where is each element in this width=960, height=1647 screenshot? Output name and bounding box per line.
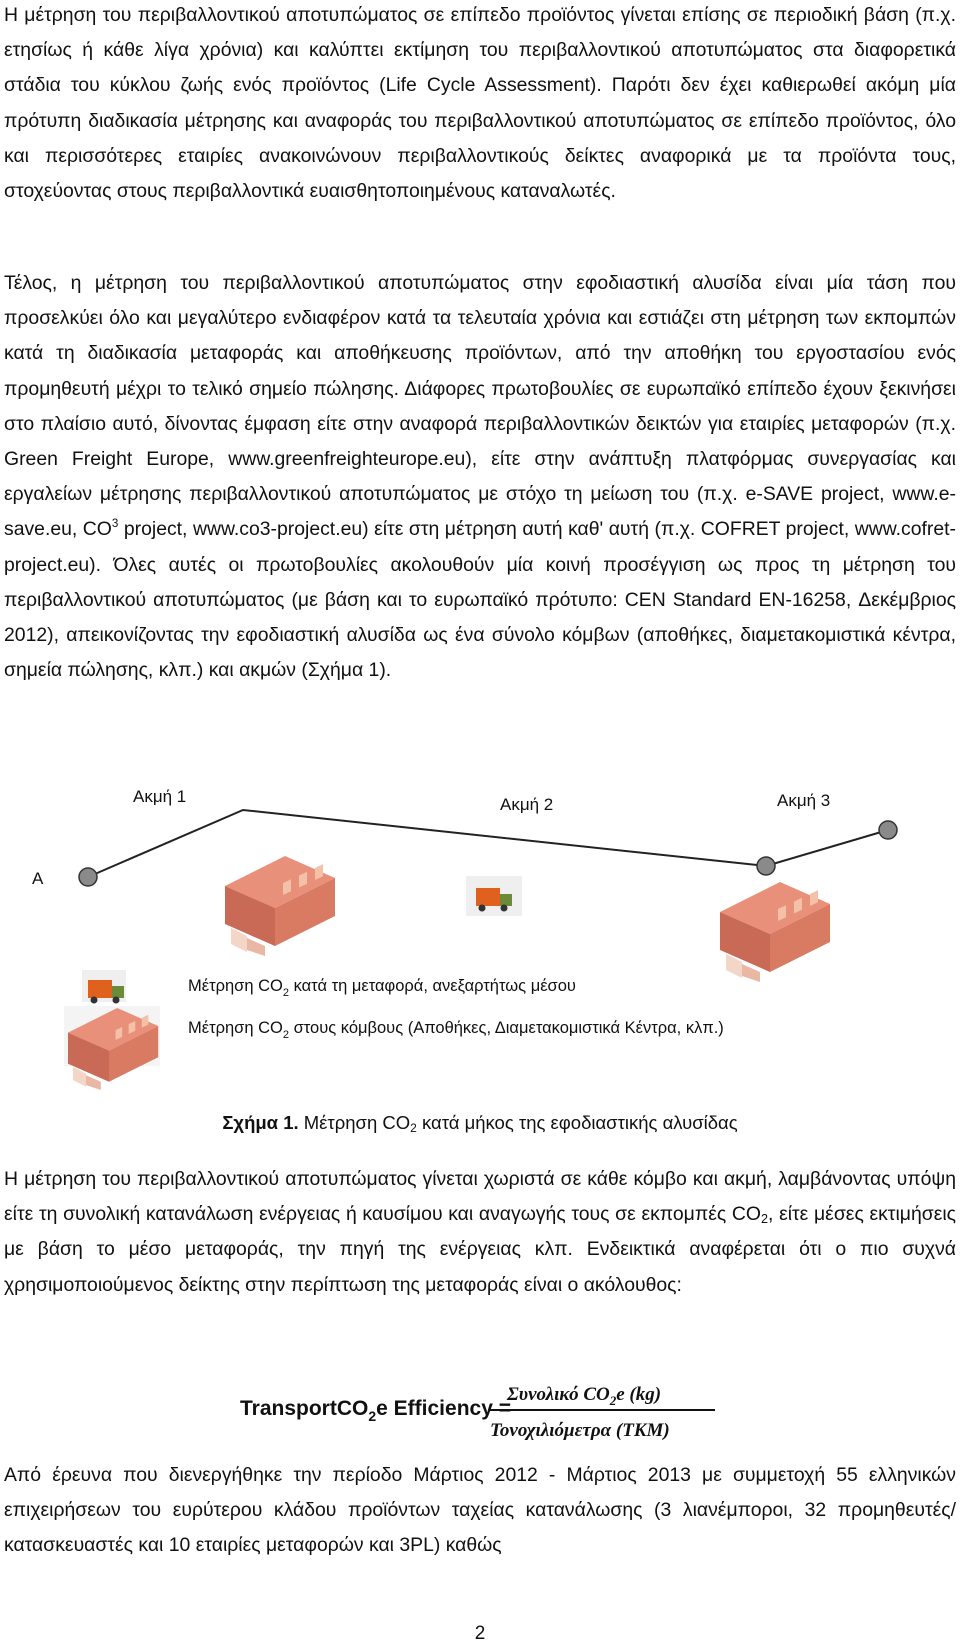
node-3 (879, 821, 897, 839)
legend-nodes-text: Μέτρηση $CO_2$ στους κόμβους (Αποθήκες, Διαμετακομιστικά Κέντρα, κλπ.) (188, 1019, 724, 1041)
node-a (79, 868, 97, 886)
warehouse-icon (720, 882, 830, 982)
edge-label-1: Ακμή 1 (133, 787, 187, 806)
paragraph-survey (4, 1458, 956, 1564)
node-label-a: A (32, 869, 44, 888)
formula-lhs: TransportCO$_2$e Efficiency = (240, 1397, 511, 1424)
paragraph-text: Από έρευνα που διενεργήθηκε την περίοδο Μάρτιος 2012 - Μάρτιος 2013 με συμμετοχή 55 ελληνικών επιχειρήσεων του ευρύτερου κλάδου προϊόντων ταχείας κατανάλωσης (3 λιανέμποροι, 32 προμηθευτές/ κατασκευαστές και 10 εταιρίες μεταφορών και 3PL) καθώς (4, 1464, 956, 1557)
paragraph-product-footprint (4, 0, 956, 209)
efficiency-formula (240, 1370, 720, 1450)
paragraph-text-part1: Τέλος, η μέτρηση του περιβαλλοντικού αποτυπώματος στην εφοδιαστική αλυσίδα είναι μία τάση που προσελκύει όλο και μεγαλύτερο ενδιαφέρον κατά τα τελευταία χρόνια και εστιάζει στη μέτρηση των εκπομπών κατά τη διαδικασία μεταφοράς και αποθήκευσης προϊόντων, από την αποθήκη του εργοστασίου ενός προμηθευτή μέχρι το τελικό σημείο πώλησης. Διάφορες πρωτοβουλίες σε ευρωπαϊκό επίπεδο έχουν ξεκινήσει στο πλαίσιο αυτό, δίνοντας έμφαση είτε στην αναφορά περιβαλλοντικών δεικτών για εταιρίες μεταφορών (π.χ. Green Freight Europe, www.greenfreighteurope.eu), είτε στην ανάπτυξη πλατφόρμας συνεργασίας και εργαλείων μέτρησης περιβαλλοντικού αποτυπώματος με στόχο τη μείωση του (π.χ. e-SAVE project, www.e-save.eu, CO (4, 272, 956, 541)
formula-numerator: Συνολικό $CO_2e$ (kg) (507, 1384, 662, 1408)
paragraph-text-part1: Η μέτρηση του περιβαλλοντικού αποτυπώματος γίνεται χωριστά σε κάθε κόμβο και ακμή, λαμβάνοντας υπόψη είτε τη συνολική κατανάλωση ενέργειας ή καυσίμου και αναγωγής τους σε εκπομπές CO (4, 1168, 956, 1226)
paragraph-text-part2: project, www.co3-project.eu) είτε στη μέτρηση αυτή καθ' αυτή (π.χ. COFRET project, www.cofret-project.eu). Όλες αυτές οι πρωτοβουλίες ακολουθούν μία κοινή προσέγγιση ως προς τη μέτρηση του περιβαλλοντικού αποτυπώματος (με βάση και το ευρωπαϊκό πρότυπο: CEN Standard EN-16258, Δεκέμβριος 2012), απεικονίζοντας την εφοδιαστική αλυσίδα ως ένα σύνολο κόμβων (αποθήκες, διαμετακομιστικά κέντρα, σημεία πώλησης, κλπ.) και ακμών (Σχήμα 1). (4, 518, 956, 682)
warehouse-icon (225, 856, 335, 956)
node-2 (757, 857, 775, 875)
paragraph-text-part2: , είτε μέσες εκτιμήσεις με βάση το μέσο μεταφοράς, την πηγή της ενέργειας κλπ. Ενδεικτικά αναφέρεται ότι ο πιο συχνά χρησιμοποιούμενος δείκτης στην περίπτωση της μεταφοράς είναι ο ακόλουθος: (4, 1203, 956, 1296)
subscript: 2 (760, 1212, 768, 1227)
paragraph-supply-chain-footprint (4, 266, 956, 688)
formula-denominator: Τονοχιλιόμετρα (TKM) (490, 1420, 670, 1441)
subscript: 2 (410, 1121, 417, 1135)
edge-label-3: Ακμή 3 (777, 791, 831, 810)
superscript: 3 (111, 517, 119, 531)
caption-label: Σχήμα 1. (222, 1112, 299, 1133)
edge-label-2: Ακμή 2 (500, 795, 554, 814)
figure-caption (0, 1111, 960, 1135)
page-number: 2 (474, 1623, 486, 1644)
legend-transport-text: Μέτρηση $CO_2$ κατά τη μεταφορά, ανεξαρτήτως μέσου (188, 977, 576, 999)
supply-chain-figure (0, 780, 960, 1100)
caption-text-suffix: κατά μήκος της εφοδιαστικής αλυσίδας (416, 1112, 738, 1133)
paragraph-text: Η μέτρηση του περιβαλλοντικού αποτυπώματος σε επίπεδο προϊόντος γίνεται επίσης σε περιοδική βάση (π.χ. ετησίως ή κάθε λίγα χρόνια) και καλύπτει εκτίμηση του περιβαλλοντικού αποτυπώματος στα διαφορετικά στάδια του κύκλου ζωής ενός προϊόντος (Life Cycle Assessment). Παρότι δεν έχει καθιερωθεί ακόμη μία πρότυπη διαδικασία μέτρησης και αναφοράς του περιβαλλοντικού αποτυπώματος σε επίπεδο προϊόντος, όλο και περισσότερες εταιρίες ανακοινώνουν περιβαλλοντικούς δείκτες αναφορικά με τα προϊόντα τους, στοχεύοντας στους περιβαλλοντικά ευαισθητοποιημένους καταναλωτές. (4, 4, 956, 203)
paragraph-measurement (4, 1162, 956, 1303)
caption-text: Μέτρηση CO (298, 1112, 411, 1133)
